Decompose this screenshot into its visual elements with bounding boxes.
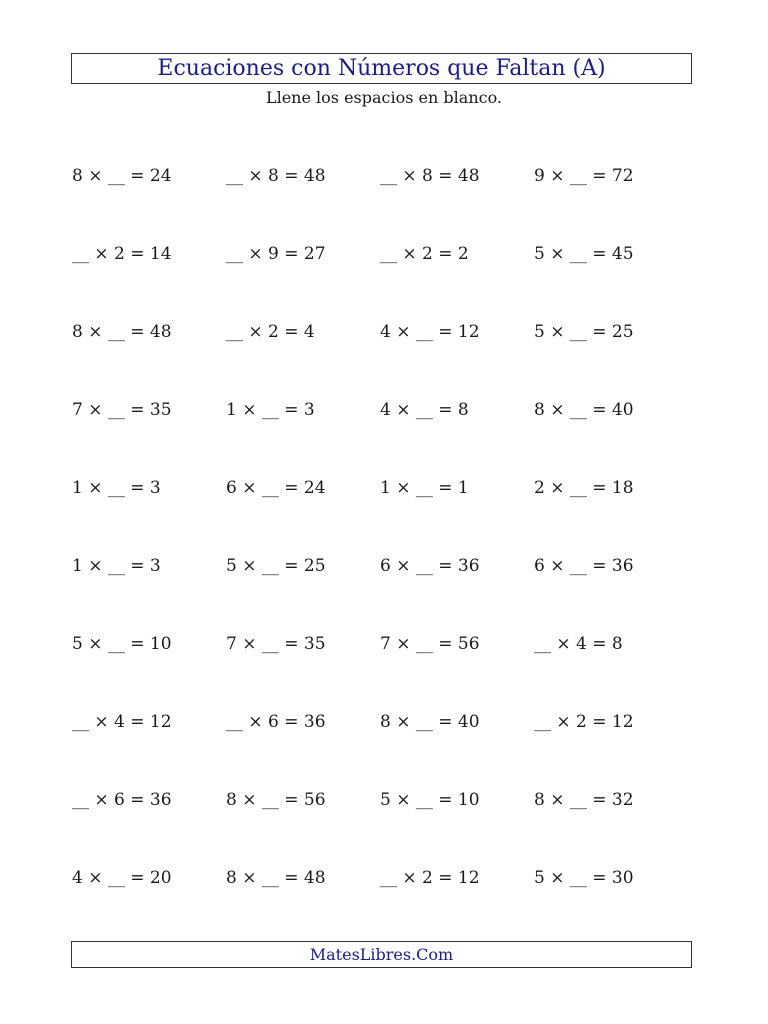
equation-problem: __ × 2 = 2 <box>380 244 469 264</box>
equation-problem: 5 × __ = 25 <box>534 322 634 342</box>
equation-problem: __ × 4 = 12 <box>72 712 172 732</box>
title-box <box>71 53 692 84</box>
problem-row <box>72 472 692 504</box>
equation-problem: __ × 6 = 36 <box>226 712 326 732</box>
equation-problem: 1 × __ = 1 <box>380 478 469 498</box>
equation-problem: 7 × __ = 56 <box>380 634 480 654</box>
equation-problem: 8 × __ = 48 <box>226 868 326 888</box>
problem-row <box>72 628 692 660</box>
problem-row <box>72 862 692 894</box>
equation-problem: __ × 8 = 48 <box>226 166 326 186</box>
problem-row <box>72 316 692 348</box>
equation-problem: __ × 2 = 12 <box>380 868 480 888</box>
equation-problem: 9 × __ = 72 <box>534 166 634 186</box>
equation-problem: __ × 2 = 14 <box>72 244 172 264</box>
equation-problem: __ × 2 = 4 <box>226 322 315 342</box>
equation-problem: 4 × __ = 8 <box>380 400 469 420</box>
equation-problem: 8 × __ = 56 <box>226 790 326 810</box>
footer-link[interactable]: MatesLibres.Com <box>309 945 454 964</box>
equation-problem: 8 × __ = 40 <box>380 712 480 732</box>
equation-problem: 5 × __ = 30 <box>534 868 634 888</box>
equation-problem: 8 × __ = 40 <box>534 400 634 420</box>
problem-grid <box>72 160 692 920</box>
equation-problem: 8 × __ = 24 <box>72 166 172 186</box>
equation-problem: 6 × __ = 36 <box>534 556 634 576</box>
footer-box <box>71 941 692 968</box>
equation-problem: 2 × __ = 18 <box>534 478 634 498</box>
equation-problem: 8 × __ = 32 <box>534 790 634 810</box>
equation-problem: 4 × __ = 12 <box>380 322 480 342</box>
equation-problem: 7 × __ = 35 <box>72 400 172 420</box>
equation-problem: __ × 4 = 8 <box>534 634 623 654</box>
equation-problem: 7 × __ = 35 <box>226 634 326 654</box>
problem-row <box>72 550 692 582</box>
equation-problem: 5 × __ = 25 <box>226 556 326 576</box>
equation-problem: 5 × __ = 45 <box>534 244 634 264</box>
equation-problem: 4 × __ = 20 <box>72 868 172 888</box>
problem-row <box>72 238 692 270</box>
instructions: Llene los espacios en blanco. <box>265 88 503 107</box>
equation-problem: 1 × __ = 3 <box>226 400 315 420</box>
equation-problem: __ × 6 = 36 <box>72 790 172 810</box>
equation-problem: 1 × __ = 3 <box>72 556 161 576</box>
equation-problem: __ × 9 = 27 <box>226 244 326 264</box>
problem-row <box>72 160 692 192</box>
equation-problem: __ × 2 = 12 <box>534 712 634 732</box>
equation-problem: 5 × __ = 10 <box>72 634 172 654</box>
equation-problem: __ × 8 = 48 <box>380 166 480 186</box>
problem-row <box>72 706 692 738</box>
problem-row <box>72 394 692 426</box>
equation-problem: 6 × __ = 24 <box>226 478 326 498</box>
equation-problem: 6 × __ = 36 <box>380 556 480 576</box>
page-title: Ecuaciones con Números que Faltan (A) <box>157 56 606 81</box>
problem-row <box>72 784 692 816</box>
equation-problem: 5 × __ = 10 <box>380 790 480 810</box>
equation-problem: 1 × __ = 3 <box>72 478 161 498</box>
equation-problem: 8 × __ = 48 <box>72 322 172 342</box>
